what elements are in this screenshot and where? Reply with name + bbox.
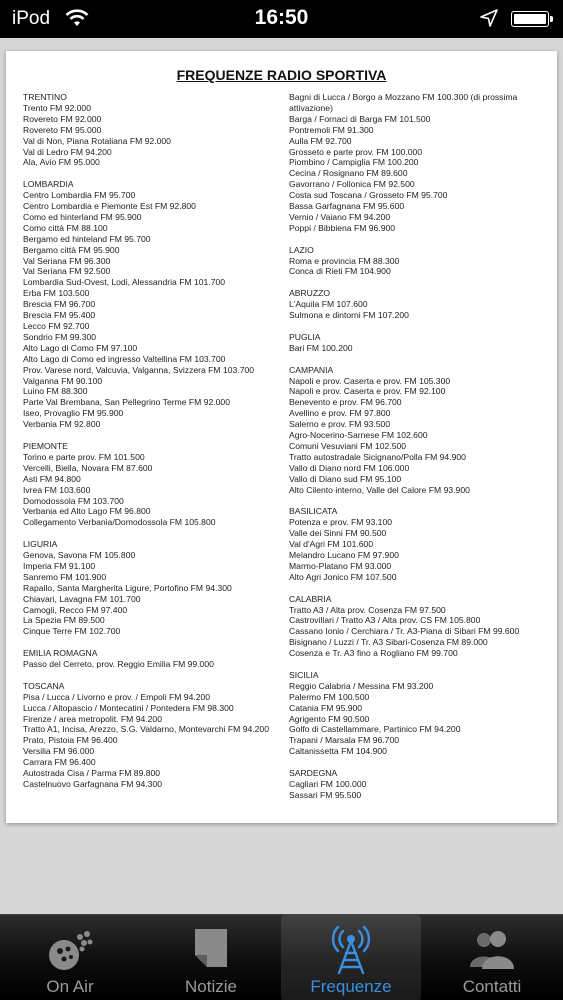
frequency-entry: Rovereto FM 95.000	[23, 124, 102, 135]
region-block	[289, 670, 551, 757]
region-block	[289, 768, 551, 801]
on-air-icon	[44, 923, 96, 975]
frequency-entry: Vernio / Vaiano FM 94.200	[289, 211, 391, 222]
region-block	[23, 648, 285, 670]
frequency-entry: Tratto A1, Incisa, Arezzo, S.G. Valdarno, Montevarchi FM 94.200	[23, 724, 269, 735]
status-time: 16:50	[254, 6, 309, 29]
frequency-entry: Bari FM 100.200	[289, 342, 353, 353]
frequency-entry: Como ed hinterland FM 95.900	[23, 211, 142, 222]
frequency-entry: Gavorrano / Follonica FM 92.500	[289, 179, 415, 190]
frequency-entry: Costa sud Toscana / Grosseto FM 95.700	[289, 190, 448, 201]
frequency-entry: L'Aquila FM 107.600	[289, 299, 368, 310]
frequency-entry: Napoli e prov. Caserta e prov. FM 92.100	[289, 386, 446, 397]
frequency-entry: Vallo di Diano sud FM 95.100	[289, 473, 402, 484]
region-heading: LIGURIA	[23, 539, 58, 550]
left-column	[23, 92, 285, 801]
region-block	[23, 539, 285, 637]
frequency-entry: Prov. Varese nord, Valcuvia, Valganna, Svizzera FM 103.700	[23, 364, 255, 375]
contacts-icon	[466, 923, 518, 975]
region-block	[289, 594, 551, 659]
region-block	[289, 332, 551, 354]
frequency-entry: Rovereto FM 92.000	[23, 113, 102, 124]
frequency-entry: Cecina / Rosignano FM 89.600	[289, 168, 408, 179]
frequency-entry: Versilia FM 96.000	[23, 746, 95, 757]
frequency-entry: Castrovillari / Tratto A3 / Alta prov. CS FM 105.800	[289, 615, 481, 626]
region-heading: CALABRIA	[289, 593, 332, 604]
region-block	[289, 245, 551, 278]
frequency-entry: La Spezia FM 89.500	[23, 615, 105, 626]
frequency-entry: Val di Non, Piana Rotaliana FM 92.000	[23, 135, 171, 146]
frequency-entry: Lecco FM 92.700	[23, 321, 90, 332]
frequency-entry: Pisa / Lucca / Livorno e prov. / Empoli FM 94.200	[23, 691, 211, 702]
frequency-entry: Valle dei Sinni FM 90.500	[289, 528, 387, 539]
frequency-entry: Cagliari FM 100.000	[289, 778, 367, 789]
tab-bar	[0, 914, 563, 1000]
frequency-entry: Erba FM 103.500	[23, 288, 90, 299]
frequency-entry: Roma e provincia FM 88.300	[289, 255, 400, 266]
region-heading: LOMBARDIA	[23, 179, 74, 190]
location-arrow-icon	[480, 9, 498, 27]
frequency-entry: Tratto autostradale Sicignano/Polla FM 94.900	[289, 451, 466, 462]
region-heading: CAMPANIA	[289, 364, 334, 375]
frequency-entry: Caltanissetta FM 104.900	[289, 746, 387, 757]
frequency-entry: Lucca / Altopascio / Montecatini / Pontedera FM 98.300	[23, 702, 234, 713]
frequency-entry: Rapallo, Santa Margherita Ligure, Portofino FM 94.300	[23, 582, 232, 593]
region-block	[23, 681, 285, 790]
region-block	[289, 365, 551, 496]
frequency-entry: Cassano Ionio / Cerchiara / Tr. A3-Piana di Sibari FM 99.600	[289, 626, 520, 637]
tab-contatti[interactable]	[422, 915, 562, 1000]
region-heading: ABRUZZO	[289, 288, 331, 299]
frequency-entry: Pontremoli FM 91.300	[289, 124, 374, 135]
frequency-entry: Grosseto e parte prov. FM 100.000	[289, 146, 423, 157]
frequency-entry: Comuni Vesuviani FM 102.500	[289, 440, 407, 451]
region-heading: TOSCANA	[23, 680, 65, 691]
frequency-entry: Brescia FM 96.700	[23, 299, 96, 310]
region-block	[23, 179, 285, 430]
frequency-entry: Melandro Lucano FM 97.900	[289, 549, 399, 560]
region-block	[23, 92, 285, 168]
frequency-entry: Luino FM 88.300	[23, 386, 88, 397]
frequency-entry: Barga / Fornaci di Barga FM 101.500	[289, 113, 431, 124]
frequency-entry: Bergamo ed hinteland FM 95.700	[23, 233, 151, 244]
tab-label-notizie: Notizie	[185, 977, 237, 996]
frequency-entry: Agro-Nocerino-Sarnese FM 102.600	[289, 430, 428, 441]
frequency-entry: Brescia FM 95.400	[23, 310, 96, 321]
frequency-entry: Camogli, Recco FM 97.400	[23, 604, 128, 615]
frequency-entry: Ivrea FM 103.600	[23, 484, 91, 495]
region-heading: SICILIA	[289, 669, 319, 680]
frequency-entry: Alto Agri Jonico FM 107.500	[289, 571, 397, 582]
frequency-entry: Asti FM 94.800	[23, 473, 81, 484]
frequency-entry: Napoli e prov. Caserta e prov. FM 105.300	[289, 375, 451, 386]
frequency-entry: Vercelli, Biella, Novara FM 87.600	[23, 462, 153, 473]
frequency-entry: Sassari FM 95.500	[289, 789, 362, 800]
news-icon	[185, 923, 237, 975]
frequency-entry: Carrara FM 96.400	[23, 757, 96, 768]
region-heading: BASILICATA	[289, 506, 338, 517]
frequency-entry: Potenza e prov. FM 93.100	[289, 517, 393, 528]
frequency-entry: Cosenza e Tr. A3 fino a Rogliano FM 99.700	[289, 648, 458, 659]
frequency-entry: Sondrio FM 99.300	[23, 331, 97, 342]
frequency-entry: Bisignano / Luzzi / Tr. A3 Sibari-Cosenza FM 89.000	[289, 637, 488, 648]
frequency-entry: Parte Val Brembana, San Pellegrino Terme FM 92.000	[23, 397, 230, 408]
frequency-entry: Chiavari, Lavagna FM 101.700	[23, 593, 141, 604]
frequency-entry: Alto Lago di Como FM 97.100	[23, 342, 138, 353]
frequency-entry: Benevento e prov. FM 96.700	[289, 397, 402, 408]
frequency-entry: Salerno e prov. FM 93.500	[289, 419, 391, 430]
frequency-entry: Verbania ed Alto Lago FM 96.800	[23, 506, 151, 517]
frequency-entry: Piombino / Campiglia FM 100.200	[289, 157, 419, 168]
frequency-entry: Valganna FM 90.100	[23, 375, 103, 386]
frequency-entry: Genova, Savona FM 105.800	[23, 550, 136, 561]
frequency-entry: Vallo di Diano nord FM 106.000	[289, 462, 410, 473]
frequency-entry: Marmo-Platano FM 93.000	[289, 560, 392, 571]
document-title: FREQUENZE RADIO SPORTIVA	[176, 67, 387, 83]
region-block	[23, 441, 285, 528]
frequency-entry: Autostrada Cisa / Parma FM 89.800	[23, 768, 161, 779]
region-block	[289, 506, 551, 582]
frequency-entry: Tratto A3 / Alta prov. Cosenza FM 97.500	[289, 604, 446, 615]
frequency-entry: Centro Lombardia e Piemonte Est FM 92.800	[23, 201, 196, 212]
frequency-entry: Collegamento Verbania/Domodossola FM 105.800	[23, 517, 216, 528]
frequency-entry: Palermo FM 100.500	[289, 691, 370, 702]
frequency-entry: Val Seriana FM 96.300	[23, 255, 111, 266]
frequency-entry: Prato, Pistoia FM 96.400	[23, 735, 118, 746]
frequency-entry: Firenze / area metropolit. FM 94.200	[23, 713, 162, 724]
tab-label-frequenze: Frequenze	[310, 977, 392, 996]
frequency-entry: Catania FM 95.900	[289, 702, 363, 713]
frequency-entry: Imperia FM 91.100	[23, 560, 96, 571]
frequency-entry: Castelnuovo Garfagnana FM 94.300	[23, 779, 163, 790]
frequency-entry: Como città FM 88.100	[23, 222, 108, 233]
frequency-entry: Alto Cilento interno, Valle del Calore FM 93.900	[289, 484, 470, 495]
region-heading: LAZIO	[289, 244, 314, 255]
region-heading: SARDEGNA	[289, 768, 338, 779]
frequency-entry: Reggio Calabria / Messina FM 93.200	[289, 680, 434, 691]
battery-icon	[511, 11, 549, 27]
region-block	[289, 92, 551, 234]
region-heading: PIEMONTE	[23, 440, 68, 451]
frequency-entry: Agrigento FM 90.500	[289, 713, 370, 724]
region-block	[289, 288, 551, 321]
frequency-entry: Trapani / Marsala FM 96.700	[289, 735, 400, 746]
region-heading: TRENTINO	[23, 92, 67, 102]
tab-notizie[interactable]	[141, 915, 281, 1000]
frequency-entry: Trento FM 92.000	[23, 102, 91, 113]
frequency-entry: Aulla FM 92.700	[289, 135, 352, 146]
tab-on-air[interactable]	[0, 915, 140, 1000]
frequency-entry: Bergamo città FM 95.900	[23, 244, 120, 255]
status-bar	[0, 0, 563, 38]
frequency-entry: Sulmona e dintorni FM 107.200	[289, 310, 409, 321]
frequency-entry: Lombardia Sud-Ovest, Lodi, Alessandria FM 101.700	[23, 277, 226, 288]
region-heading: EMILIA ROMAGNA	[23, 648, 98, 659]
frequency-entry: Val Seriana FM 92.500	[23, 266, 111, 277]
frequency-document	[6, 51, 557, 823]
frequency-entry: Torino e parte prov. FM 101.500	[23, 451, 145, 462]
tab-frequenze[interactable]	[281, 915, 421, 1000]
frequency-entry: Ala, Avio FM 95.000	[23, 157, 100, 168]
right-column	[289, 92, 551, 812]
frequency-entry: Val d'Agri FM 101.600	[289, 539, 374, 550]
frequency-entry: Alto Lago di Como ed ingresso Valtellina FM 103.700	[23, 353, 226, 364]
region-heading: PUGLIA	[289, 331, 321, 342]
frequency-entry: Val di Ledro FM 94.200	[23, 146, 112, 157]
carrier-label: iPod	[12, 8, 51, 29]
frequency-entry: Sanremo FM 101.900	[23, 571, 107, 582]
frequency-entry: Bassa Garfagnana FM 95.600	[289, 201, 405, 212]
frequency-entry: Poppi / Bibbiena FM 96.900	[289, 222, 396, 233]
tab-label-on-air: On Air	[46, 977, 94, 996]
frequency-entry: Verbania FM 92.800	[23, 419, 101, 430]
frequency-entry: Iseo, Provaglio FM 95.900	[23, 408, 124, 419]
frequency-entry: Centro Lombardia FM 95.700	[23, 190, 136, 201]
frequency-entry: Conca di Rieti FM 104.900	[289, 266, 391, 277]
tab-label-contatti: Contatti	[462, 977, 522, 996]
frequency-entry: Bagni di Lucca / Borgo a Mozzano FM 100.300 (di prossima attivazione)	[289, 92, 518, 113]
frequency-entry: Domodossola FM 103.700	[23, 495, 124, 506]
frequency-entry: Golfo di Castellammare, Partinico FM 94.200	[289, 724, 461, 735]
frequency-entry: Passo del Cerreto, prov. Reggio Emilia FM 99.000	[23, 659, 214, 670]
frequency-entry: Avellino e prov. FM 97.800	[289, 408, 391, 419]
frequency-entry: Cinque Terre FM 102.700	[23, 626, 121, 637]
antenna-icon	[325, 923, 377, 975]
